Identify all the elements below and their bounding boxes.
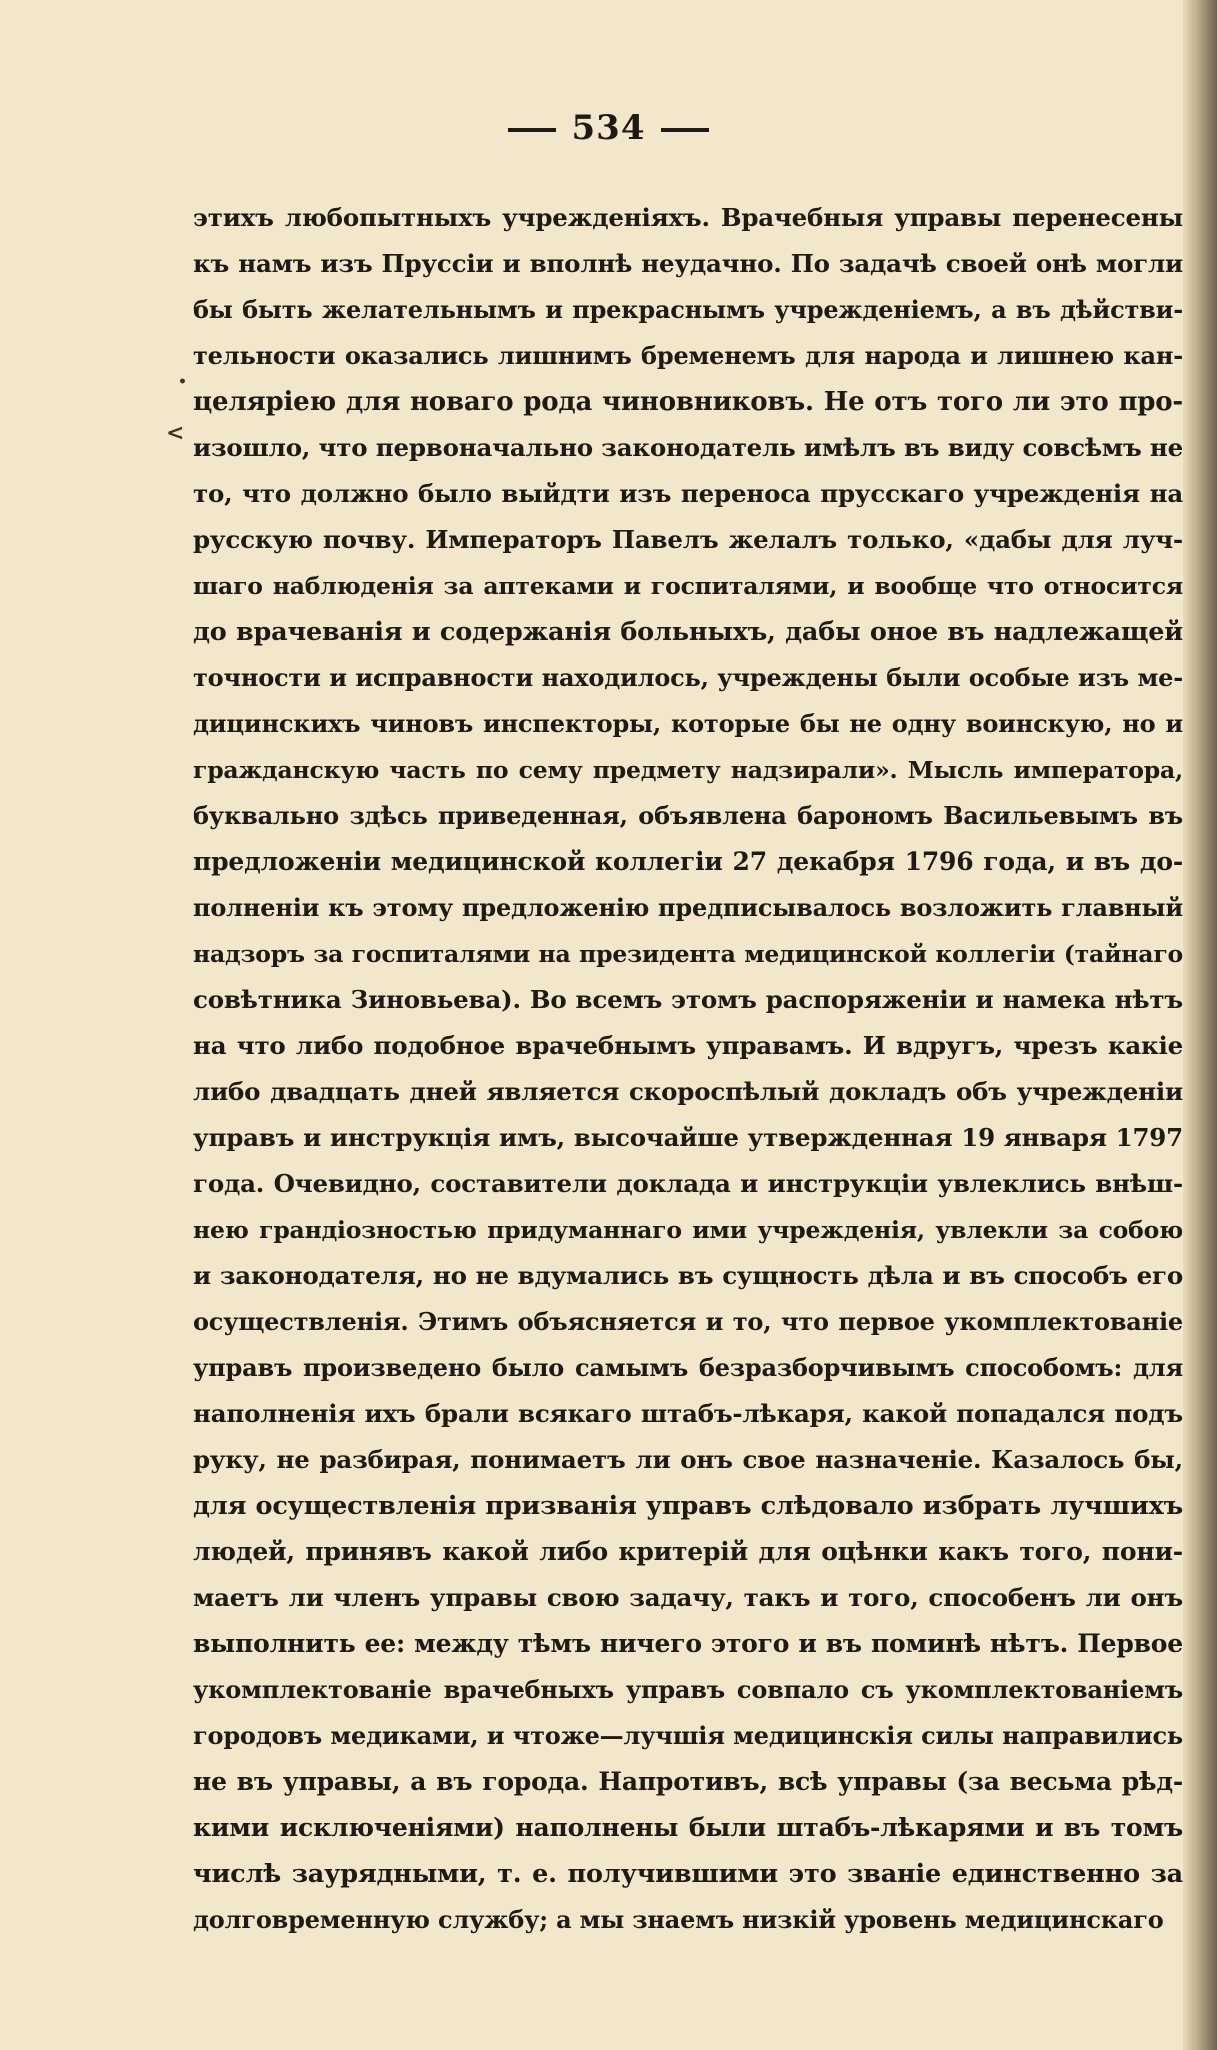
text-line: этихъ любопытныхъ учрежденіяхъ. Врачебныя управы перенесены	[193, 203, 1183, 232]
text-line: изошло, что первоначально законодатель имѣлъ въ виду совсѣмъ не	[193, 433, 1183, 462]
text-line: до врачеванія и содержанія больныхъ, дабы оное въ надлежащей	[193, 617, 1183, 647]
text-line: точности и исправности находилось, учреждены были особые изъ ме-	[193, 663, 1183, 692]
text-line: полненіи къ этому предложенію предписывалось возложить главный	[193, 893, 1183, 922]
page-binding-edge	[1183, 0, 1217, 2050]
text-line: нею грандіозностью придуманнаго ими учрежденія, увлекли за собою	[193, 1216, 1183, 1244]
text-line: руку, не разбирая, понимаетъ ли онъ свое назначеніе. Казалось бы,	[193, 1445, 1183, 1474]
page-number: 534	[571, 108, 646, 148]
text-line: маетъ ли членъ управы свою задачу, такъ и того, способенъ ли онъ	[193, 1583, 1183, 1612]
text-line: гражданскую часть по сему предмету надзирали». Мысль императора,	[193, 756, 1183, 784]
text-line: городовъ медиками, и чтоже—лучшія медицинскія силы направились	[193, 1721, 1183, 1750]
text-line: осуществленія. Этимъ объясняется и то, что первое укомплектованіе	[193, 1307, 1183, 1336]
text-line: предложеніи медицинской коллегіи 27 декабря 1796 года, и въ до-	[193, 847, 1183, 876]
text-line: наполненія ихъ брали всякаго штабъ-лѣкаря, какой попадался подъ	[193, 1399, 1183, 1428]
text-line: дицинскихъ чиновъ инспекторы, которые бы не одну воинскую, но и	[193, 709, 1183, 738]
text-line: шаго наблюденія за аптеками и госпиталями, и вообще что относится	[193, 572, 1183, 600]
text-line: не въ управы, а въ города. Напротивъ, всѣ управы (за весьма рѣд-	[193, 1767, 1183, 1796]
text-line: тельности оказались лишнимъ бременемъ для народа и лишнею кан-	[193, 341, 1183, 370]
text-line: управъ и инструкція имъ, высочайше утвержденная 19 января 1797	[193, 1123, 1183, 1152]
text-line: укомплектованіе врачебныхъ управъ совпало съ укомплектованіемъ	[193, 1675, 1183, 1704]
text-line: числѣ заурядными, т. е. получившими это званіе единственно за	[193, 1859, 1183, 1889]
right-dash	[661, 128, 709, 132]
body-text	[193, 195, 1183, 1943]
margin-bracket-mark: <	[166, 420, 185, 446]
text-line: выполнить ее: между тѣмъ ничего этого и въ поминѣ нѣтъ. Первое	[193, 1629, 1183, 1658]
text-line: людей, принявъ какой либо критерій для оцѣнки какъ того, пони-	[193, 1537, 1183, 1566]
text-line: либо двадцать дней является скороспѣлый докладъ объ учрежденіи	[193, 1077, 1183, 1106]
margin-dot-mark: •	[178, 374, 187, 390]
text-line: управъ произведено было самымъ безразборчивымъ способомъ: для	[193, 1353, 1183, 1382]
text-line: бы быть желательнымъ и прекраснымъ учрежденіемъ, а въ дѣйстви-	[193, 295, 1183, 324]
text-line: на что либо подобное врачебнымъ управамъ. И вдругъ, чрезъ какіе	[193, 1031, 1183, 1060]
text-line: надзоръ за госпиталями на президента медицинской коллегіи (тайнаго	[193, 940, 1183, 968]
left-dash	[508, 128, 556, 132]
text-line: для осуществленія призванія управъ слѣдовало избрать лучшихъ	[193, 1491, 1183, 1521]
text-line: кими исключеніями) наполнены были штабъ-лѣкарями и въ томъ	[193, 1813, 1183, 1842]
text-line: къ намъ изъ Пруссіи и вполнѣ неудачно. По задачѣ своей онѣ могли	[193, 249, 1183, 278]
text-line: долговременную службу; а мы знаемъ низкій уровень медицинскаго	[193, 1905, 1164, 1934]
text-line: года. Очевидно, составители доклада и инструкціи увлеклись внѣш-	[193, 1169, 1183, 1198]
text-line: целяріею для новаго рода чиновниковъ. Не отъ того ли это про-	[193, 387, 1183, 417]
text-line: русскую почву. Императоръ Павелъ желалъ только, «дабы для луч-	[193, 525, 1183, 554]
text-line: совѣтника Зиновьева). Во всемъ этомъ распоряженіи и намека нѣтъ	[193, 985, 1183, 1014]
text-line: и законодателя, но не вдумались въ сущность дѣла и въ способъ его	[193, 1261, 1183, 1290]
page-number-header	[0, 108, 1217, 148]
text-line: то, что должно было выйдти изъ переноса прусскаго учрежденія на	[193, 479, 1183, 508]
text-line: буквально здѣсь приведенная, объявлена барономъ Васильевымъ въ	[193, 801, 1183, 830]
